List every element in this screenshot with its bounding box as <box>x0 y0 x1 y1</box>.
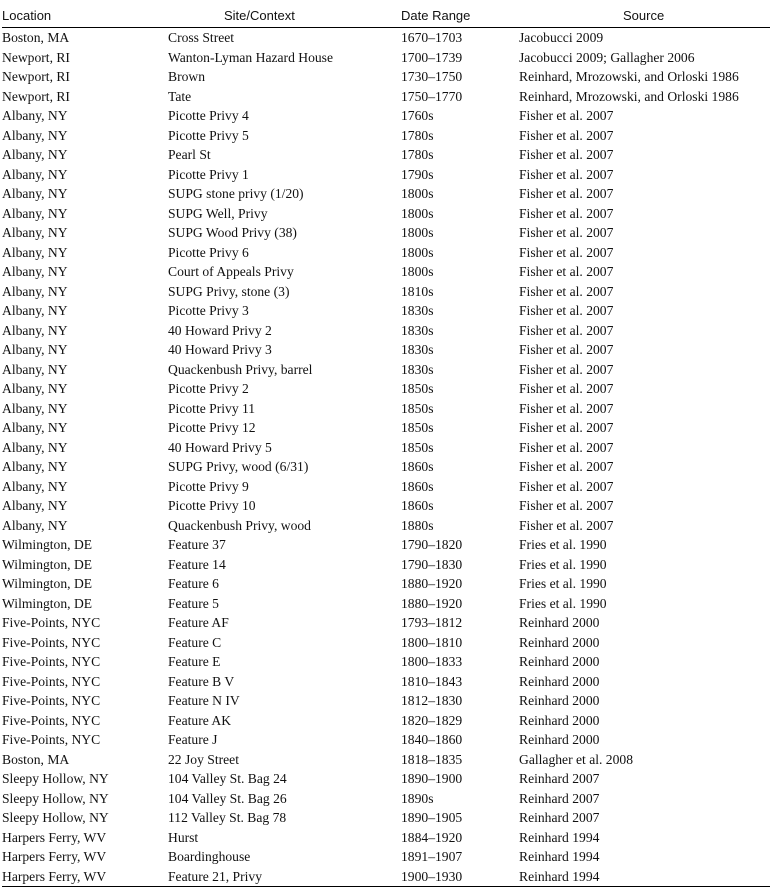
cell-site-context: Picotte Privy 4 <box>168 108 249 123</box>
cell-site-context: 104 Valley St. Bag 26 <box>168 790 287 806</box>
cell-location: Five-Points, NYC <box>2 654 101 669</box>
cell-source: Fries et al. 1990 <box>519 595 607 611</box>
cell-date-range: 1750–1770 <box>401 88 463 104</box>
cell-source: Reinhard 2000 <box>519 732 600 747</box>
cell-location: Albany, NY <box>2 283 68 299</box>
cell-source: Jacobucci 2009; Gallagher 2006 <box>519 49 695 65</box>
cell-date-range: 1812–1830 <box>401 693 463 708</box>
cell-site-context: Feature B V <box>168 673 235 689</box>
cell-source: Reinhard 1994 <box>519 867 770 887</box>
cell-location: Albany, NY <box>2 439 68 455</box>
cell-site-context: Picotte Privy 5 <box>168 127 249 143</box>
table-row <box>2 126 770 146</box>
cell-location: Albany, NY <box>2 127 68 143</box>
cell-site-context: Feature 6 <box>168 576 219 591</box>
cell-source: Fisher et al. 2007 <box>519 439 614 455</box>
cell-location: Albany, NY <box>2 400 68 416</box>
table-row <box>2 613 770 633</box>
cell-date-range: 1860s <box>401 478 434 494</box>
cell-date-range: 1670–1703 <box>401 30 463 45</box>
table-row <box>2 165 770 185</box>
cell-site-context: Feature AF <box>168 615 229 630</box>
cell-location: Sleepy Hollow, NY <box>2 771 109 786</box>
table-row <box>2 711 770 731</box>
cell-location: Albany, NY <box>2 342 68 357</box>
table-row <box>2 750 770 770</box>
cell-date-range: 1891–1907 <box>401 849 463 864</box>
cell-site-context: Feature N IV <box>168 693 240 708</box>
table-row <box>2 379 770 399</box>
cell-source: Fisher et al. 2007 <box>519 303 614 318</box>
table-row <box>2 496 770 516</box>
cell-source: Fisher et al. 2007 <box>519 264 614 279</box>
cell-location: Harpers Ferry, WV <box>2 829 107 845</box>
cell-location: Albany, NY <box>2 225 68 240</box>
table-row <box>2 360 770 380</box>
table-row <box>2 438 770 458</box>
table-row <box>2 321 770 341</box>
cell-location: Wilmington, DE <box>2 556 93 572</box>
cell-location: Five-Points, NYC <box>2 673 101 689</box>
cell-source: Reinhard 2000 <box>519 712 600 728</box>
cell-date-range: 1780s <box>401 127 434 143</box>
cell-site-context: Feature 14 <box>168 556 226 572</box>
cell-source: Reinhard 2000 <box>519 654 600 669</box>
cell-source: Reinhard 2000 <box>519 693 600 708</box>
cell-source: Fries et al. 1990 <box>519 537 607 552</box>
cell-source: Fisher et al. 2007 <box>519 361 614 377</box>
cell-date-range: 1800s <box>401 244 434 260</box>
cell-source: Reinhard 2007 <box>519 771 600 786</box>
cell-source: Fisher et al. 2007 <box>519 381 614 396</box>
table-row <box>2 282 770 302</box>
cell-source: Reinhard 2000 <box>519 673 600 689</box>
header-source: Source <box>519 3 770 28</box>
cell-source: Fisher et al. 2007 <box>519 342 614 357</box>
cell-site-context: Quackenbush Privy, barrel <box>168 361 313 377</box>
table-row <box>2 594 770 614</box>
header-date-range: Date Range <box>401 3 519 28</box>
cell-date-range: 1860s <box>401 459 434 474</box>
cell-source: Fisher et al. 2007 <box>519 225 614 240</box>
cell-date-range: 1850s <box>401 381 434 396</box>
cell-site-context: Picotte Privy 9 <box>168 478 249 494</box>
cell-site-context: 40 Howard Privy 5 <box>168 439 272 455</box>
cell-date-range: 1790s <box>401 166 434 182</box>
cell-date-range: 1800s <box>401 186 434 201</box>
cell-date-range: 1830s <box>401 361 434 377</box>
table-header <box>2 3 770 28</box>
cell-source: Fisher et al. 2007 <box>519 498 614 513</box>
cell-site-context: Feature 5 <box>168 595 219 611</box>
cell-location: Albany, NY <box>2 303 68 318</box>
cell-location: Sleepy Hollow, NY <box>2 810 109 825</box>
cell-location: Wilmington, DE <box>2 595 93 611</box>
cell-date-range: 1700–1739 <box>401 49 463 65</box>
cell-date-range: 1800s <box>401 205 434 221</box>
cell-date-range: 1880–1920 <box>401 576 463 591</box>
cell-location: Albany, NY <box>2 478 68 494</box>
cell-location: Five-Points, NYC <box>2 634 101 650</box>
table-row <box>2 867 770 887</box>
cell-source: Fisher et al. 2007 <box>519 283 614 299</box>
cell-location: Albany, NY <box>2 459 68 474</box>
table-row <box>2 223 770 243</box>
cell-site-context: Feature E <box>168 654 221 669</box>
cell-site-context: SUPG Privy, stone (3) <box>168 283 290 299</box>
table-row <box>2 301 770 321</box>
table-row <box>2 633 770 653</box>
cell-location: Harpers Ferry, WV <box>2 867 168 887</box>
cell-source: Fisher et al. 2007 <box>519 459 614 474</box>
data-table <box>2 3 770 887</box>
cell-date-range: 1790–1820 <box>401 537 463 552</box>
cell-location: Five-Points, NYC <box>2 732 101 747</box>
cell-source: Fisher et al. 2007 <box>519 244 614 260</box>
cell-site-context: Quackenbush Privy, wood <box>168 517 311 533</box>
header-location: Location <box>2 3 168 28</box>
table-row <box>2 262 770 282</box>
table-row <box>2 418 770 438</box>
cell-source: Reinhard 1994 <box>519 829 600 845</box>
cell-location: Albany, NY <box>2 166 68 182</box>
table-row <box>2 769 770 789</box>
cell-site-context: SUPG Privy, wood (6/31) <box>168 459 309 474</box>
cell-date-range: 1810s <box>401 283 434 299</box>
cell-site-context: Cross Street <box>168 30 235 45</box>
cell-location: Boston, MA <box>2 751 70 767</box>
cell-site-context: Picotte Privy 3 <box>168 303 249 318</box>
cell-site-context: Feature AK <box>168 712 232 728</box>
table-row <box>2 828 770 848</box>
cell-source: Fisher et al. 2007 <box>519 322 614 338</box>
cell-date-range: 1790–1830 <box>401 556 463 572</box>
table-row <box>2 67 770 87</box>
cell-source: Fisher et al. 2007 <box>519 127 614 143</box>
cell-site-context: Picotte Privy 6 <box>168 244 249 260</box>
cell-source: Gallagher et al. 2008 <box>519 751 633 767</box>
cell-site-context: SUPG Wood Privy (38) <box>168 225 297 240</box>
cell-location: Albany, NY <box>2 147 68 162</box>
cell-source: Fisher et al. 2007 <box>519 517 614 533</box>
cell-location: Albany, NY <box>2 498 68 513</box>
cell-date-range: 1830s <box>401 303 434 318</box>
cell-source: Reinhard 2007 <box>519 810 600 825</box>
table-row <box>2 789 770 809</box>
cell-site-context: Picotte Privy 12 <box>168 420 256 435</box>
cell-source: Fisher et al. 2007 <box>519 166 614 182</box>
cell-location: Harpers Ferry, WV <box>2 849 107 864</box>
cell-location: Newport, RI <box>2 49 70 65</box>
cell-location: Wilmington, DE <box>2 537 93 552</box>
cell-site-context: Boardinghouse <box>168 849 251 864</box>
cell-date-range: 1884–1920 <box>401 829 463 845</box>
cell-date-range: 1860s <box>401 498 434 513</box>
table-row <box>2 691 770 711</box>
cell-site-context: Wanton-Lyman Hazard House <box>168 49 333 65</box>
cell-date-range: 1880–1920 <box>401 595 463 611</box>
table-row <box>2 477 770 497</box>
table-body <box>2 28 770 887</box>
cell-date-range: 1850s <box>401 420 434 435</box>
cell-source: Fisher et al. 2007 <box>519 420 614 435</box>
table-row <box>2 808 770 828</box>
table-row <box>2 730 770 750</box>
cell-site-context: Picotte Privy 1 <box>168 166 249 182</box>
cell-location: Wilmington, DE <box>2 576 93 591</box>
cell-location: Newport, RI <box>2 69 70 84</box>
cell-location: Five-Points, NYC <box>2 693 101 708</box>
cell-site-context: Picotte Privy 2 <box>168 381 249 396</box>
table-row <box>2 847 770 867</box>
cell-source: Fisher et al. 2007 <box>519 478 614 494</box>
cell-site-context: SUPG Well, Privy <box>168 205 268 221</box>
table-row <box>2 672 770 692</box>
cell-source: Reinhard, Mrozowski, and Orloski 1986 <box>519 88 739 104</box>
cell-site-context: 40 Howard Privy 2 <box>168 322 272 338</box>
cell-location: Albany, NY <box>2 420 68 435</box>
cell-source: Fisher et al. 2007 <box>519 147 614 162</box>
cell-date-range: 1890s <box>401 790 434 806</box>
cell-location: Albany, NY <box>2 381 68 396</box>
table-row <box>2 145 770 165</box>
cell-date-range: 1760s <box>401 108 434 123</box>
cell-site-context: Pearl St <box>168 147 211 162</box>
header-site-context: Site/Context <box>168 3 401 28</box>
cell-date-range: 1830s <box>401 322 434 338</box>
table-row <box>2 555 770 575</box>
cell-date-range: 1890–1900 <box>401 771 463 786</box>
cell-source: Reinhard 2007 <box>519 790 600 806</box>
table-row <box>2 243 770 263</box>
table-row <box>2 652 770 672</box>
table-row <box>2 106 770 126</box>
cell-source: Reinhard, Mrozowski, and Orloski 1986 <box>519 69 739 84</box>
table-row <box>2 457 770 477</box>
cell-date-range: 1850s <box>401 439 434 455</box>
table-row <box>2 340 770 360</box>
table-row <box>2 28 770 48</box>
cell-site-context: 104 Valley St. Bag 24 <box>168 771 287 786</box>
table-row <box>2 184 770 204</box>
cell-date-range: 1800–1833 <box>401 654 463 669</box>
cell-date-range: 1800–1810 <box>401 634 463 650</box>
table-row <box>2 204 770 224</box>
cell-date-range: 1780s <box>401 147 434 162</box>
cell-source: Fisher et al. 2007 <box>519 400 614 416</box>
cell-site-context: Tate <box>168 88 192 104</box>
cell-date-range: 1850s <box>401 400 434 416</box>
cell-date-range: 1800s <box>401 225 434 240</box>
cell-date-range: 1818–1835 <box>401 751 463 767</box>
cell-site-context: Feature J <box>168 732 218 747</box>
cell-location: Five-Points, NYC <box>2 712 101 728</box>
cell-date-range: 1793–1812 <box>401 615 463 630</box>
cell-source: Fisher et al. 2007 <box>519 205 614 221</box>
cell-location: Albany, NY <box>2 264 68 279</box>
cell-location: Sleepy Hollow, NY <box>2 790 109 806</box>
cell-location: Albany, NY <box>2 108 68 123</box>
cell-location: Five-Points, NYC <box>2 615 101 630</box>
cell-site-context: Picotte Privy 10 <box>168 498 256 513</box>
cell-location: Albany, NY <box>2 205 68 221</box>
cell-date-range: 1810–1843 <box>401 673 463 689</box>
cell-source: Reinhard 2000 <box>519 634 600 650</box>
cell-location: Albany, NY <box>2 361 68 377</box>
cell-location: Albany, NY <box>2 517 68 533</box>
cell-site-context: 22 Joy Street <box>168 751 239 767</box>
table-row <box>2 574 770 594</box>
cell-location: Albany, NY <box>2 322 68 338</box>
cell-site-context: Feature 37 <box>168 537 226 552</box>
cell-date-range: 1900–1930 <box>401 867 519 887</box>
cell-site-context: Picotte Privy 11 <box>168 400 256 416</box>
table-row <box>2 48 770 68</box>
table-row <box>2 516 770 536</box>
cell-date-range: 1830s <box>401 342 434 357</box>
cell-date-range: 1820–1829 <box>401 712 463 728</box>
cell-source: Jacobucci 2009 <box>519 30 604 45</box>
cell-site-context: Hurst <box>168 829 199 845</box>
cell-source: Fisher et al. 2007 <box>519 186 614 201</box>
table-row <box>2 535 770 555</box>
cell-date-range: 1890–1905 <box>401 810 463 825</box>
cell-site-context: Feature C <box>168 634 222 650</box>
cell-date-range: 1840–1860 <box>401 732 463 747</box>
cell-site-context: Court of Appeals Privy <box>168 264 294 279</box>
cell-source: Fisher et al. 2007 <box>519 108 614 123</box>
cell-source: Fries et al. 1990 <box>519 576 607 591</box>
cell-source: Fries et al. 1990 <box>519 556 607 572</box>
cell-location: Albany, NY <box>2 186 68 201</box>
header-row <box>2 3 770 28</box>
cell-site-context: Feature 21, Privy <box>168 867 401 887</box>
cell-site-context: 112 Valley St. Bag 78 <box>168 810 287 825</box>
cell-date-range: 1730–1750 <box>401 69 463 84</box>
table-row <box>2 87 770 107</box>
cell-location: Albany, NY <box>2 244 68 260</box>
cell-date-range: 1880s <box>401 517 434 533</box>
cell-location: Boston, MA <box>2 30 70 45</box>
cell-source: Reinhard 2000 <box>519 615 600 630</box>
cell-site-context: SUPG stone privy (1/20) <box>168 186 304 201</box>
cell-source: Reinhard 1994 <box>519 849 600 864</box>
cell-location: Newport, RI <box>2 88 70 104</box>
cell-site-context: Brown <box>168 69 206 84</box>
cell-site-context: 40 Howard Privy 3 <box>168 342 272 357</box>
cell-date-range: 1800s <box>401 264 434 279</box>
table-row <box>2 399 770 419</box>
